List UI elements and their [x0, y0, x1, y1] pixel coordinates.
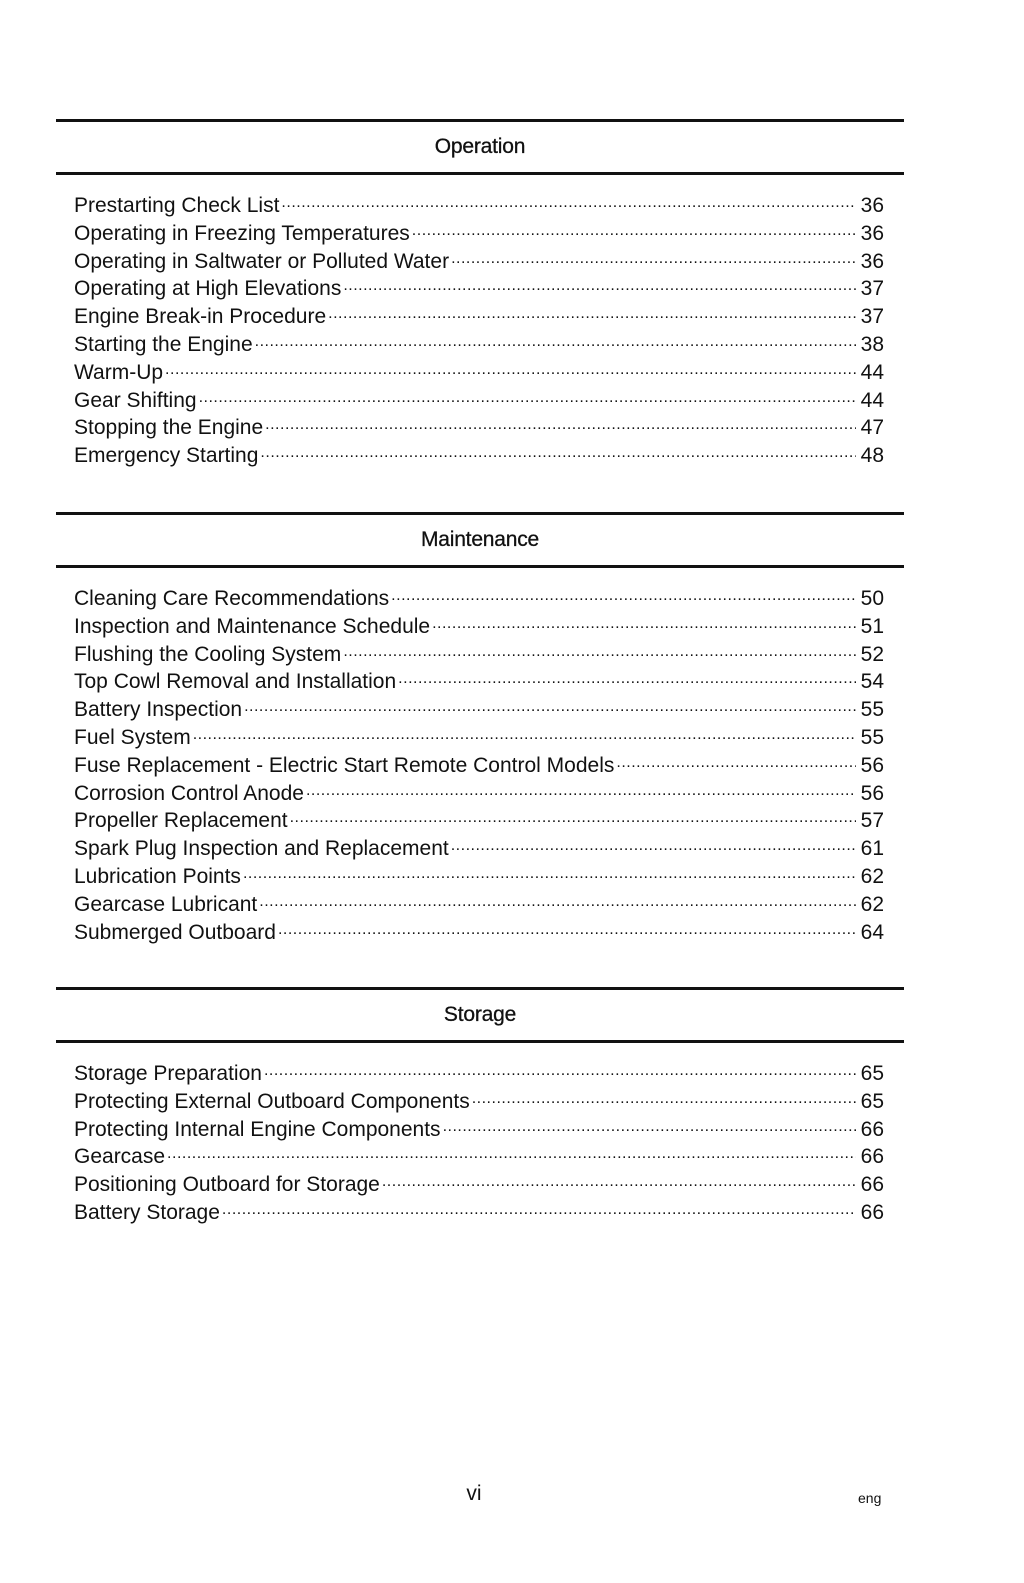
toc-entry-page: 52: [860, 642, 884, 666]
toc-entry[interactable]: [74, 890, 884, 918]
toc-entry[interactable]: [74, 723, 884, 751]
toc-entry[interactable]: [74, 330, 884, 358]
toc-entry-title: Gearcase Lubricant: [74, 892, 258, 916]
toc-list: [56, 1043, 904, 1226]
toc-entry-leader: [199, 386, 856, 407]
toc-entry-page: 36: [860, 221, 884, 245]
toc-entry-title: Protecting External Outboard Components: [74, 1089, 470, 1113]
toc-entry-leader: [255, 330, 856, 351]
toc-entry-leader: [265, 413, 856, 434]
toc-entry[interactable]: [74, 413, 884, 441]
toc-entry-leader: [443, 1115, 856, 1136]
toc-entry[interactable]: [74, 1059, 884, 1087]
toc-entry-leader: [306, 779, 856, 800]
toc-entry-page: 64: [860, 920, 884, 944]
toc-entry-page: 47: [860, 416, 884, 440]
toc-entry-page: 66: [860, 1200, 884, 1224]
section-operation: [56, 119, 904, 469]
toc-entry-leader: [264, 1059, 856, 1080]
toc-entry-leader: [382, 1170, 856, 1191]
section-title: Maintenance: [420, 528, 540, 551]
toc-entry[interactable]: [74, 219, 884, 247]
toc-entry-title: Lubrication Points: [74, 864, 241, 888]
toc-entry-page: 62: [860, 864, 884, 888]
toc-entry-title: Spark Plug Inspection and Replacement: [74, 837, 449, 861]
section-header: [56, 987, 904, 1043]
toc-entry[interactable]: [74, 806, 884, 834]
section-header: [56, 119, 904, 175]
toc-entry-title: Fuel System: [74, 725, 191, 749]
toc-entry-leader: [167, 1142, 856, 1163]
section-maintenance: [56, 512, 904, 945]
toc-entry[interactable]: [74, 302, 884, 330]
toc-entry-title: Operating in Saltwater or Polluted Water: [74, 249, 450, 273]
toc-entry-title: Warm-Up: [74, 360, 164, 384]
toc-entry-page: 44: [860, 388, 884, 412]
toc-entry-page: 55: [860, 698, 884, 722]
toc-entry-leader: [222, 1198, 856, 1219]
toc-entry-page: 51: [860, 614, 884, 638]
toc-entry-leader: [432, 612, 856, 633]
toc-entry-page: 36: [860, 249, 884, 273]
toc-entry-leader: [451, 247, 856, 268]
toc-entry[interactable]: [74, 1170, 884, 1198]
toc-entry[interactable]: [74, 640, 884, 668]
toc-entry-title: Stopping the Engine: [74, 416, 264, 440]
toc-entry-title: Flushing the Cooling System: [74, 642, 342, 666]
footer-language: eng: [858, 1490, 882, 1506]
toc-entry[interactable]: [74, 918, 884, 946]
toc-entry-leader: [278, 918, 856, 939]
toc-entry-title: Storage Preparation: [74, 1062, 262, 1085]
toc-entry-title: Positioning Outboard for Storage: [74, 1173, 380, 1197]
toc-entry-title: Cleaning Care Recommendations: [74, 587, 390, 610]
toc-entry-leader: [165, 358, 856, 379]
toc-list: [56, 568, 904, 945]
toc-entry-leader: [343, 640, 856, 661]
toc-entry[interactable]: [74, 1087, 884, 1115]
toc-entry-page: 66: [860, 1173, 884, 1197]
toc-entry-page: 56: [860, 781, 884, 805]
toc-entry[interactable]: [74, 274, 884, 302]
toc-entry[interactable]: [74, 1198, 884, 1226]
toc-entry-page: 54: [860, 670, 884, 694]
toc-entry-title: Gearcase: [74, 1145, 166, 1169]
toc-entry-title: Top Cowl Removal and Installation: [74, 670, 397, 694]
toc-entry-leader: [290, 806, 856, 827]
toc-entry-leader: [328, 302, 856, 323]
toc-entry[interactable]: [74, 695, 884, 723]
toc-entry-title: Submerged Outboard: [74, 920, 276, 944]
toc-entry[interactable]: [74, 667, 884, 695]
toc-entry-title: Battery Inspection: [74, 698, 243, 722]
toc-entry-title: Starting the Engine: [74, 332, 253, 356]
toc-entry-title: Prestarting Check List: [74, 194, 280, 217]
toc-list: [56, 175, 904, 469]
toc-entry[interactable]: [74, 1115, 884, 1143]
toc-entry[interactable]: [74, 386, 884, 414]
toc-entry-leader: [398, 667, 856, 688]
toc-entry-title: Engine Break-in Procedure: [74, 305, 327, 329]
toc-entry-page: 56: [860, 753, 884, 777]
toc-entry-leader: [343, 274, 856, 295]
toc-entry[interactable]: [74, 584, 884, 612]
toc-entry-page: 66: [860, 1145, 884, 1169]
toc-entry[interactable]: [74, 612, 884, 640]
toc-entry[interactable]: [74, 441, 884, 469]
toc-entry-page: 48: [860, 444, 884, 468]
toc-entry[interactable]: [74, 191, 884, 219]
toc-entry-page: 57: [860, 809, 884, 833]
toc-entry-page: 44: [860, 360, 884, 384]
section-header: [56, 512, 904, 568]
toc-entry-page: 36: [860, 194, 884, 217]
toc-entry[interactable]: [74, 247, 884, 275]
section-title: Operation: [434, 135, 526, 158]
toc-entry[interactable]: [74, 834, 884, 862]
toc-entry-title: Battery Storage: [74, 1200, 220, 1224]
toc-entry-leader: [193, 723, 856, 744]
toc-entry-page: 55: [860, 725, 884, 749]
toc-entry-leader: [451, 834, 856, 855]
toc-entry-leader: [472, 1087, 856, 1108]
toc-entry-title: Propeller Replacement: [74, 809, 288, 833]
toc-entry-title: Protecting Internal Engine Components: [74, 1117, 441, 1141]
toc-entry-leader: [243, 862, 856, 883]
toc-entry-title: Fuse Replacement - Electric Start Remote Control Models: [74, 753, 615, 777]
toc-entry-title: Operating in Freezing Temperatures: [74, 221, 410, 245]
toc-entry-leader: [244, 695, 856, 716]
toc-entry-leader: [281, 191, 856, 212]
toc-entry-page: 65: [860, 1062, 884, 1085]
toc-entry[interactable]: [74, 862, 884, 890]
toc-entry-title: Operating at High Elevations: [74, 277, 342, 301]
toc-entry-leader: [260, 441, 856, 462]
toc-entry-page: 61: [860, 837, 884, 861]
toc-entry-page: 65: [860, 1089, 884, 1113]
toc-entry[interactable]: [74, 779, 884, 807]
section-title: Storage: [443, 1003, 517, 1026]
toc-entry[interactable]: [74, 358, 884, 386]
toc-entry-title: Emergency Starting: [74, 444, 259, 468]
toc-entry-leader: [259, 890, 856, 911]
section-storage: [56, 987, 904, 1226]
toc-entry-title: Inspection and Maintenance Schedule: [74, 614, 431, 638]
toc-entry-page: 62: [860, 892, 884, 916]
toc-entry-leader: [616, 751, 856, 772]
footer-page-number: vi: [466, 1482, 482, 1505]
toc-entry[interactable]: [74, 1142, 884, 1170]
toc-entry-page: 66: [860, 1117, 884, 1141]
toc-entry-leader: [391, 584, 856, 605]
toc-entry-page: 50: [860, 587, 884, 610]
toc-entry-page: 37: [860, 305, 884, 329]
toc-entry[interactable]: [74, 751, 884, 779]
toc-entry-page: 37: [860, 277, 884, 301]
toc-entry-page: 38: [860, 332, 884, 356]
toc-entry-leader: [412, 219, 856, 240]
toc-entry-title: Corrosion Control Anode: [74, 781, 304, 805]
toc-entry-title: Gear Shifting: [74, 388, 197, 412]
